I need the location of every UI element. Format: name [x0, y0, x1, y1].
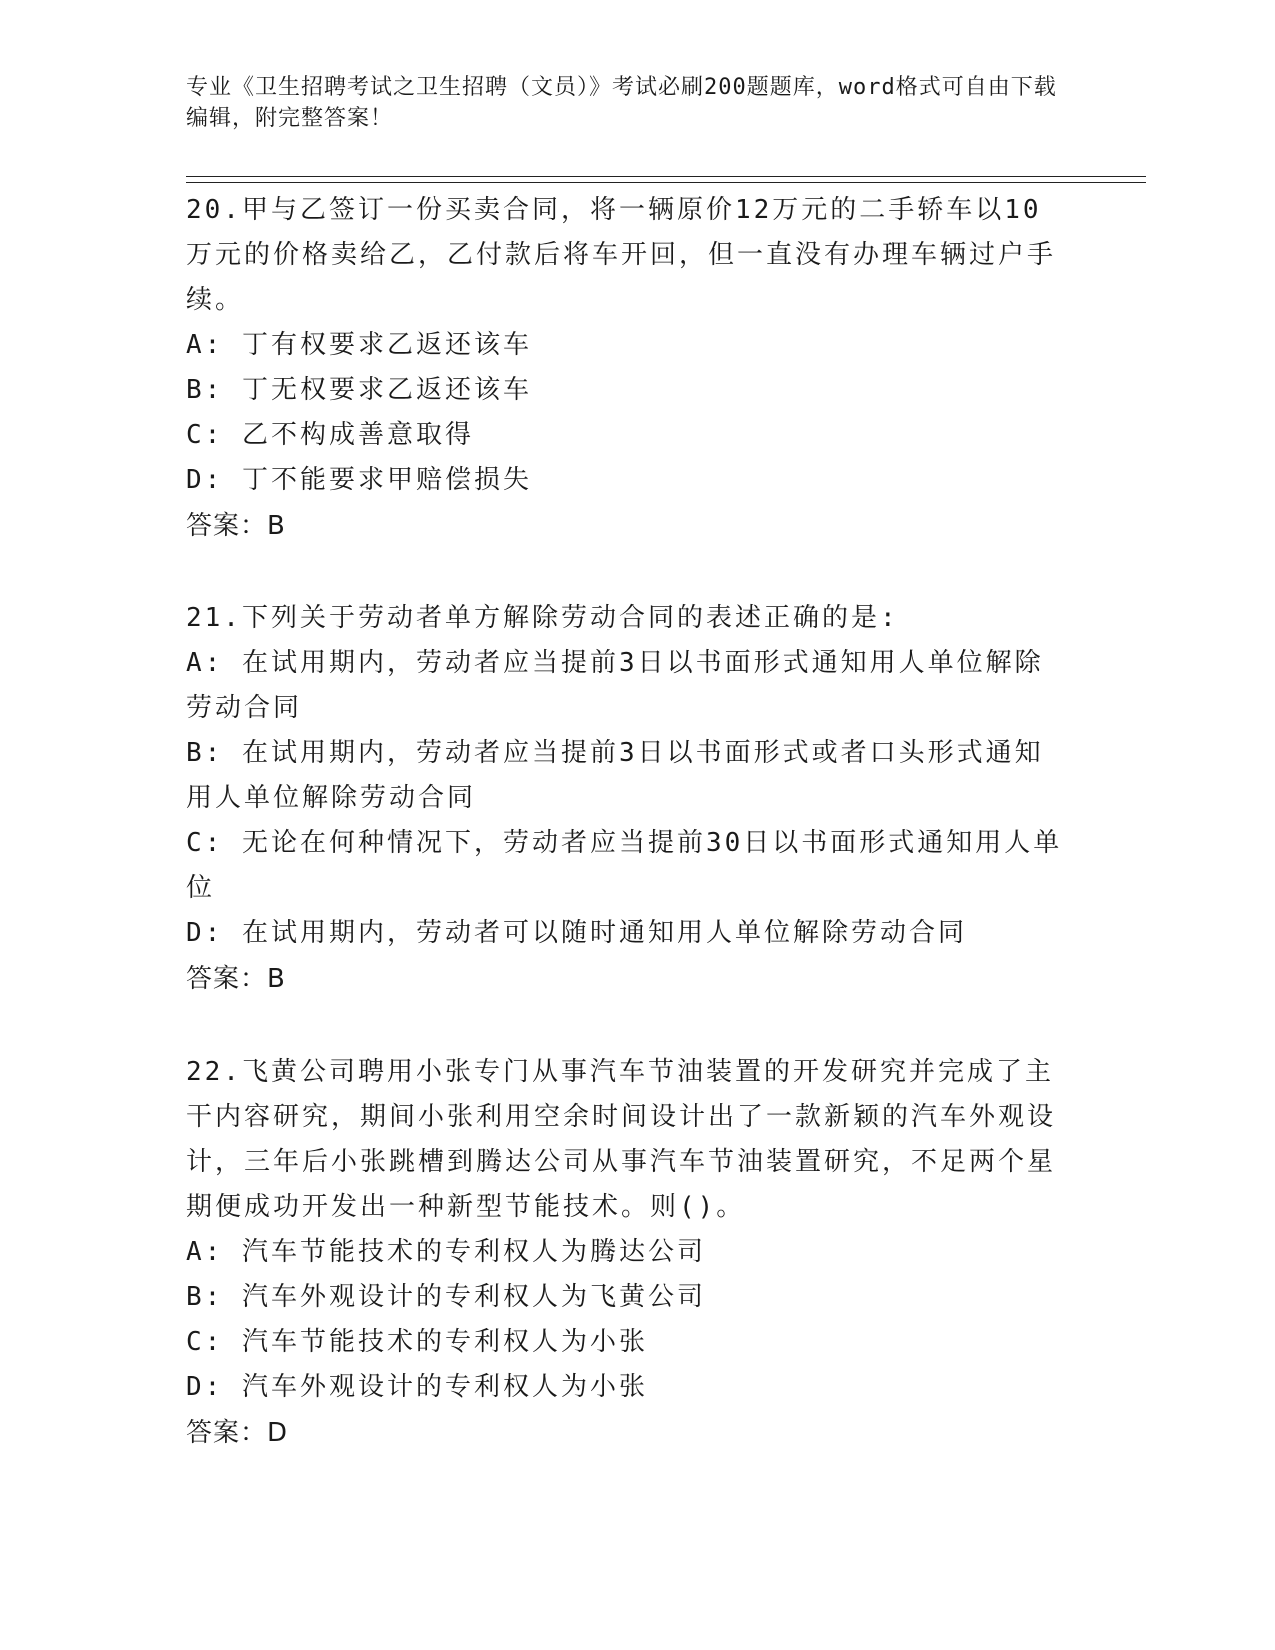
option-b: B: 丁无权要求乙返还该车	[186, 375, 532, 405]
question-20	[186, 188, 1066, 549]
answer: 答案：B	[186, 964, 286, 994]
option-a: A: 汽车节能技术的专利权人为腾达公司	[186, 1237, 706, 1267]
question-stem: 20.甲与乙签订一份买卖合同，将一辆原价12万元的二手轿车以10万元的价格卖给乙，乙付款后将车开回，但一直没有办理车辆过户手续。	[186, 195, 1057, 315]
question-stem: 22.飞黄公司聘用小张专门从事汽车节油装置的开发研究并完成了主干内容研究，期间小张利用空余时间设计出了一款新颖的汽车外观设计，三年后小张跳槽到腾达公司从事汽车节油装置研究，不足两个星期便成功开发出一种新型节能技术。则()。	[186, 1057, 1057, 1222]
header-divider-bottom	[186, 182, 1146, 183]
option-d: D: 在试用期内，劳动者可以随时通知用人单位解除劳动合同	[186, 918, 967, 948]
question-stem: 21.下列关于劳动者单方解除劳动合同的表述正确的是:	[186, 603, 899, 633]
option-d: D: 汽车外观设计的专利权人为小张	[186, 1372, 648, 1402]
answer: 答案：B	[186, 511, 286, 541]
document-header: 专业《卫生招聘考试之卫生招聘（文员）》考试必刷200题题库，word格式可自由下载编辑，附完整答案！	[186, 75, 1057, 131]
option-c: C: 无论在何种情况下，劳动者应当提前30日以书面形式通知用人单位	[186, 828, 1063, 903]
option-d: D: 丁不能要求甲赔偿损失	[186, 465, 532, 495]
question-22	[186, 1050, 1066, 1456]
option-a: A: 在试用期内，劳动者应当提前3日以书面形式通知用人单位解除劳动合同	[186, 648, 1044, 723]
option-b: B: 在试用期内，劳动者应当提前3日以书面形式或者口头形式通知用人单位解除劳动合同	[186, 738, 1044, 813]
option-a: A: 丁有权要求乙返还该车	[186, 330, 532, 360]
header-divider-top	[186, 176, 1146, 177]
option-b: B: 汽车外观设计的专利权人为飞黄公司	[186, 1282, 706, 1312]
question-21	[186, 596, 1066, 1002]
option-c: C: 乙不构成善意取得	[186, 420, 474, 450]
answer: 答案：D	[186, 1418, 289, 1448]
option-c: C: 汽车节能技术的专利权人为小张	[186, 1327, 648, 1357]
